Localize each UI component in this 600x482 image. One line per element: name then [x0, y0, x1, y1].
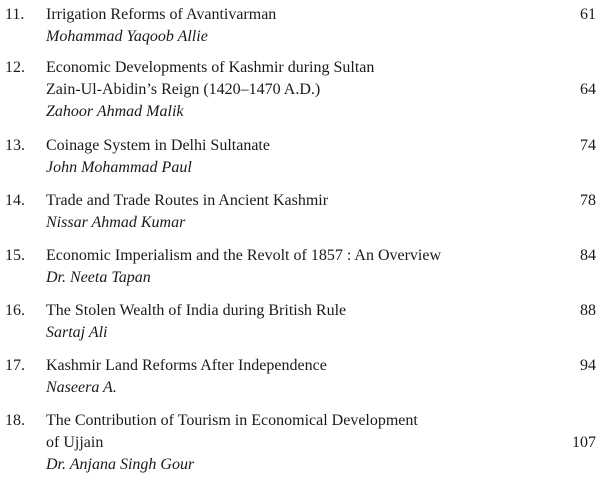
entry-title-line: Kashmir Land Reforms After Independence [46, 357, 327, 374]
entry-title-line: Coinage System in Delhi Sultanate [46, 137, 270, 154]
entry-page-number: 84 [580, 247, 596, 264]
entry-body [46, 355, 516, 399]
entry-author: Nissar Ahmad Kumar [46, 214, 186, 231]
entry-author: Mohammad Yaqoob Allie [46, 28, 208, 45]
entry-title-line: Zain-Ul-Abidin’s Reign (1420–1470 A.D.) [46, 81, 321, 98]
entry-author: John Mohammad Paul [46, 159, 192, 176]
entry-body [46, 190, 516, 234]
entry-page-number: 64 [580, 81, 596, 98]
entry-author: Dr. Anjana Singh Gour [46, 456, 195, 473]
entry-body [46, 300, 516, 344]
entry-title-line: Economic Imperialism and the Revolt of 1857 : An Overview [46, 247, 442, 264]
entry-number: 11. [5, 6, 25, 23]
entry-body [46, 57, 516, 123]
entry-title-line: of Ujjain [46, 434, 104, 451]
entry-page-number: 61 [580, 6, 596, 23]
entry-number: 16. [5, 302, 25, 319]
entry-number: 12. [5, 59, 25, 76]
entry-page-number: 94 [580, 357, 596, 374]
entry-author: Naseera A. [46, 379, 117, 396]
entry-page-number: 78 [580, 192, 596, 209]
entry-title-line: Irrigation Reforms of Avantivarman [46, 6, 277, 23]
entry-author: Zahoor Ahmad Malik [46, 103, 184, 120]
entry-page-number: 74 [580, 137, 596, 154]
entry-body [46, 410, 516, 476]
entry-page-number: 107 [572, 434, 596, 451]
entry-number: 13. [5, 137, 25, 154]
entry-title-line: Trade and Trade Routes in Ancient Kashmir [46, 192, 329, 209]
entry-title-line: The Stolen Wealth of India during British Rule [46, 302, 347, 319]
entry-number: 15. [5, 247, 25, 264]
entry-title-line: Economic Developments of Kashmir during Sultan [46, 59, 375, 76]
entry-author: Sartaj Ali [46, 324, 108, 341]
entry-number: 17. [5, 357, 25, 374]
entry-number: 18. [5, 412, 25, 429]
entry-body [46, 245, 516, 289]
entry-body [46, 135, 516, 179]
entry-author: Dr. Neeta Tapan [46, 269, 151, 286]
entry-title-line: The Contribution of Tourism in Economical Development [46, 412, 418, 429]
entry-page-number: 88 [580, 302, 596, 319]
entry-body [46, 4, 516, 48]
entry-number: 14. [5, 192, 25, 209]
